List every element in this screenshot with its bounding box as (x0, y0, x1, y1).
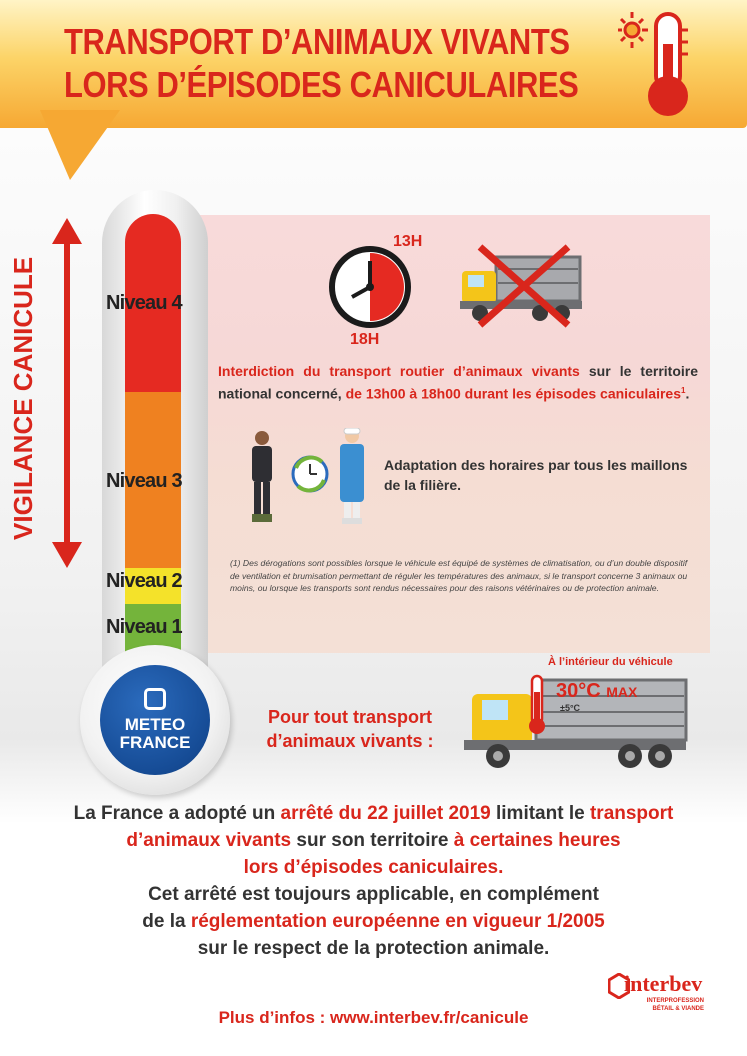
summary-line-4: Cet arrêté est toujours applicable, en complément (148, 884, 599, 905)
interbev-sub-1: INTERPROFESSION (646, 998, 704, 1004)
interbev-name: interbev (624, 971, 703, 996)
summary-line-3: lors d’épisodes caniculaires. (243, 857, 504, 878)
summary-l1-c: limitant le (490, 803, 590, 824)
summary-text (0, 800, 747, 962)
vigilance-label: VIGILANCE CANICULE (8, 256, 38, 540)
ban-footnote-mark: 1 (680, 386, 686, 395)
level-2-label: Niveau 2 (106, 570, 182, 592)
summary-line-6: sur le respect de la protection animale. (197, 938, 550, 959)
level-1-label: Niveau 1 (106, 616, 182, 638)
meteo-france-logo (100, 665, 210, 775)
ban-text-red-2: de 13h00 à 18h00 durant les épisodes caniculaires (345, 385, 681, 402)
summary-l1-a: La France a adopté un (73, 803, 281, 824)
page-title (64, 20, 579, 106)
summary-l5-b: réglementation européenne en vigueur 1/2005 (190, 911, 605, 932)
transport-line-2: d’animaux vivants : (266, 731, 434, 751)
transport-heading (240, 705, 460, 753)
summary-line-1 (0, 800, 747, 827)
summary-l2-b: sur son territoire (291, 830, 454, 851)
summary-l1-b: arrêté du 22 juillet 2019 (280, 803, 491, 824)
vehicle-max-temp (556, 680, 637, 703)
ban-paragraph (218, 362, 698, 404)
vehicle-temp-tolerance: ±5°C (560, 703, 581, 713)
crossed-truck-icon (458, 243, 588, 329)
footnote-text: (1) Des dérogations sont possibles lorsque le véhicule est équipé de systèmes de climatisation, ou d’un double dispositif de ventilation et brumisation permettant de réguler les températures des animaux, si le transport concerne 3 animaux ou moins, ou lorsque les transports sont rendus nécessaires pour des raisons vétérinaires ou de protection animale. (230, 558, 688, 593)
meteo-line-2: FRANCE (119, 733, 191, 752)
ban-text-end: . (685, 385, 690, 402)
vehicle-temp-suffix: MAX (606, 684, 638, 700)
summary-l1-d: transport (589, 803, 674, 824)
summary-line-5 (0, 908, 747, 935)
ban-text-black-1: sur le territoire national concerné, (218, 363, 698, 402)
transport-line-1: Pour tout transport (268, 707, 432, 727)
meteo-logo-icon (144, 688, 166, 710)
adaptation-text: Adaptation des horaires par tous les maillons de la filière. (384, 457, 688, 493)
clock-start-label: 13H (393, 233, 423, 250)
meteo-line-1: METEO (124, 715, 186, 734)
interbev-subtitle (638, 997, 704, 1013)
level-4-label: Niveau 4 (106, 292, 182, 314)
vehicle-temp-value: 30°C (556, 680, 601, 702)
clock-end-label: 18H (350, 331, 380, 348)
double-arrow-icon (52, 218, 82, 568)
interbev-sub-2: BÉTAIL & VIANDE (652, 1006, 704, 1012)
hot-thermometer-icon (618, 8, 698, 120)
summary-l5-a: de la (142, 911, 191, 932)
meteo-logo-text (120, 716, 191, 752)
more-info-link[interactable]: Plus d’infos : www.interbev.fr/canicule (218, 1008, 529, 1027)
title-line-2: LORS D’ÉPISODES CANICULAIRES (64, 64, 579, 105)
thermometer-fill (125, 214, 181, 664)
interbev-logo (604, 965, 714, 1023)
title-line-1: TRANSPORT D’ANIMAUX VIVANTS (64, 21, 570, 62)
summary-line-2 (0, 827, 747, 854)
clock-icon (328, 245, 412, 329)
ban-text-red-1: Interdiction du transport routier d’animaux vivants (218, 363, 580, 379)
header-banner-tail (40, 110, 120, 180)
summary-l2-a: d’animaux vivants (126, 830, 292, 851)
level-3-label: Niveau 3 (106, 470, 182, 492)
workers-schedule-icon (240, 428, 380, 526)
vehicle-inside-label: À l’intérieur du véhicule (548, 656, 673, 668)
summary-l2-c: à certaines heures (453, 830, 621, 851)
